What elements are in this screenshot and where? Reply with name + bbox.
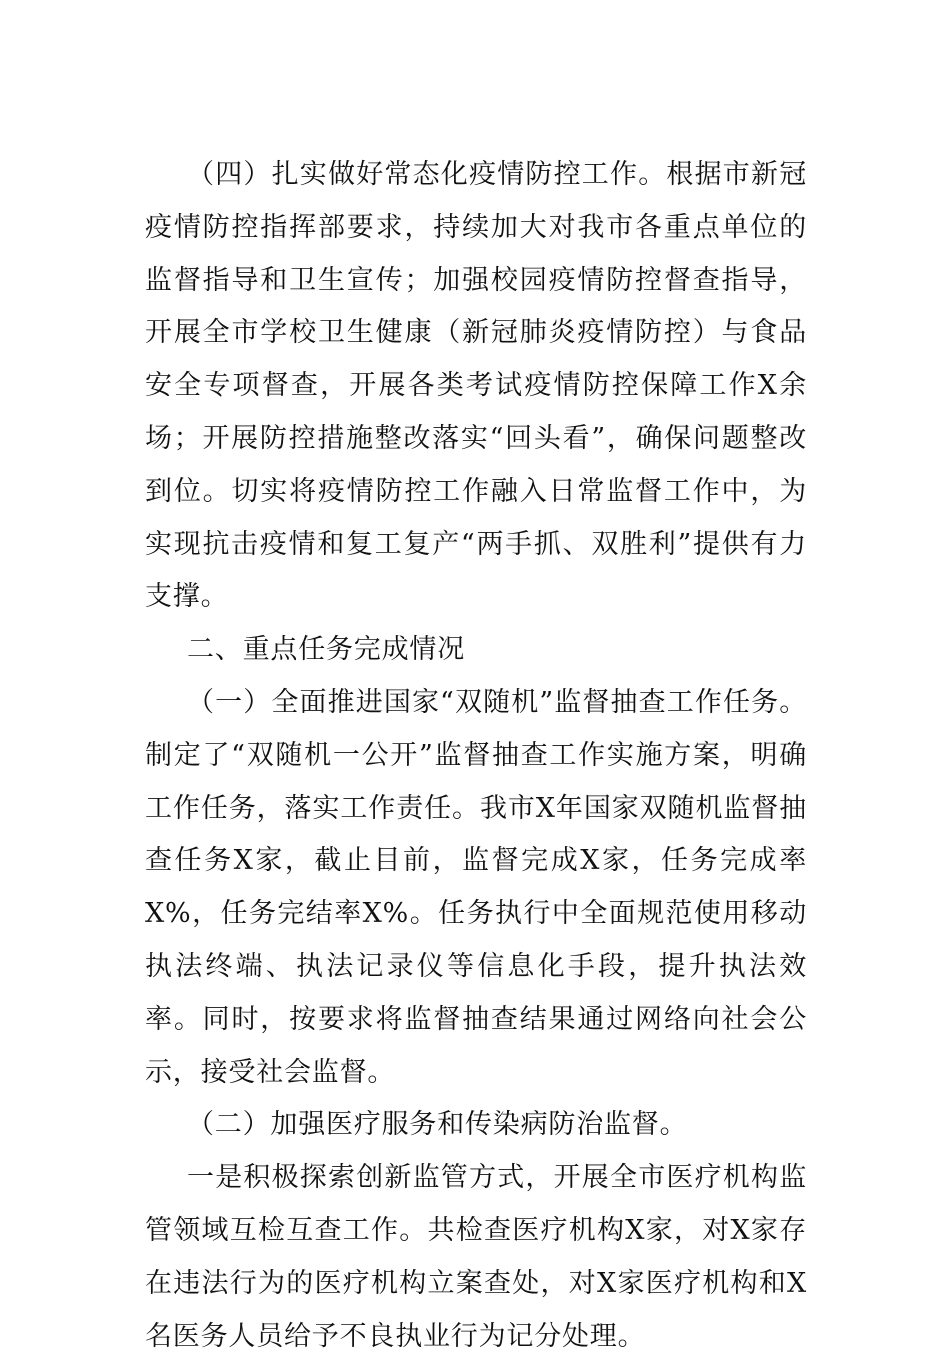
section-heading-key-tasks: 二、重点任务完成情况 [187,634,465,666]
paragraph-double-random-inspection: （一）全面推进国家“双随机”监督抽查工作任务。制定了“双随机一公开”监督抽查工作实施方案，明确工作任务，落实工作责任。我市X年国家双随机监督抽查任务X家，截止目前，监督完成X家，任务完成率X%，任务完结率X%。任务执行中全面规范使用移动执法终端、执法记录仪等信息化手段，提升执法效率。同时，按要求将监督抽查结果通过网络向社会公示，接受社会监督。 [145,686,807,1088]
paragraph-medical-supervision-heading: （二）加强医疗服务和传染病防治监督。 [187,1109,688,1141]
paragraph-medical-institution-inspection: 一是积极探索创新监管方式，开展全市医疗机构监管领域互检互查工作。共检查医疗机构X家，对X家存在违法行为的医疗机构立案查处，对X家医疗机构和X名医务人员给予不良执业行为记分处理。 [145,1162,807,1352]
paragraph-epidemic-prevention: （四）扎实做好常态化疫情防控工作。根据市新冠疫情防控指挥部要求，持续加大对我市各重点单位的监督指导和卫生宣传；加强校园疫情防控督查指导，开展全市学校卫生健康（新冠肺炎疫情防控）与食品安全专项督查，开展各类考试疫情防控保障工作X余场；开展防控措施整改落实“回头看”，确保问题整改到位。切实将疫情防控工作融入日常监督工作中，为实现抗击疫情和复工复产“两手抓、双胜利”提供有力支撑。 [145,159,807,613]
document-body [145,149,807,1363]
